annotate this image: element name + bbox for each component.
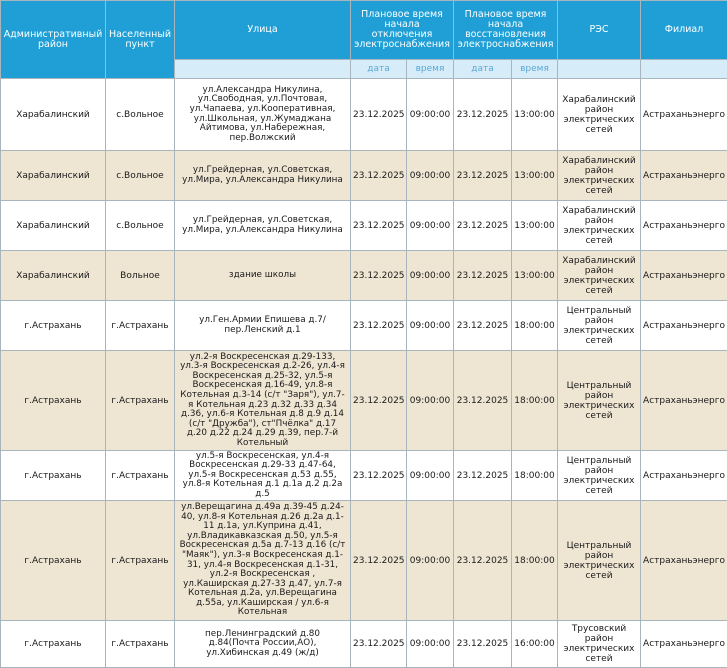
cell-street: здание школы	[175, 251, 351, 301]
cell-branch: Астраханьэнерго	[641, 621, 727, 668]
cell-street: ул.Грейдерная, ул.Советская, ул.Мира, ул.Александра Никулина	[175, 151, 351, 201]
cell-res: Центральный район электрических сетей	[558, 351, 641, 451]
cell-district: Харабалинский	[1, 151, 106, 201]
cell-district: г.Астрахань	[1, 351, 106, 451]
cell-district: Харабалинский	[1, 79, 106, 151]
cell-off-time: 09:00:00	[407, 201, 454, 251]
cell-off-time: 09:00:00	[407, 301, 454, 351]
table-row	[1, 251, 727, 301]
table-row	[1, 621, 727, 668]
cell-off-date: 23.12.2025	[351, 621, 407, 668]
cell-off-time: 09:00:00	[407, 251, 454, 301]
cell-off-time: 09:00:00	[407, 501, 454, 621]
cell-off-time: 09:00:00	[407, 351, 454, 451]
header-street: Улица	[175, 1, 351, 60]
cell-off-time: 09:00:00	[407, 621, 454, 668]
cell-locality: г.Астрахань	[106, 351, 175, 451]
cell-on-time: 16:00:00	[512, 621, 558, 668]
cell-branch: Астраханьэнерго	[641, 351, 727, 451]
cell-on-date: 23.12.2025	[454, 201, 512, 251]
cell-off-date: 23.12.2025	[351, 201, 407, 251]
table-row	[1, 301, 727, 351]
cell-street: ул.2-я Воскресенская д.29-133, ул.3-я Воскресенская д.2-26, ул.4-я Воскресенская д.25-32, ул.5-я Воскресенская д.16-49, ул.8-я Котельная д.3-14 (с/т "Заря"), ул.7-я Котельная д.23 д.32 д.33 д.34 д.36, ул.6-я Котельная д.8 д.9 д.14 (с/т "Дружба"), ст"Пчёлка" д.17 д.20 д.22 д.24 д.29 д.39, пер.7-й Котельный	[175, 351, 351, 451]
cell-branch: Астраханьэнерго	[641, 79, 727, 151]
cell-on-date: 23.12.2025	[454, 501, 512, 621]
subheader-on-date: дата	[454, 60, 512, 79]
cell-on-time: 18:00:00	[512, 301, 558, 351]
cell-branch: Астраханьэнерго	[641, 151, 727, 201]
cell-off-date: 23.12.2025	[351, 251, 407, 301]
table-row	[1, 151, 727, 201]
cell-res: Трусовский район электрических сетей	[558, 621, 641, 668]
cell-locality: с.Вольное	[106, 79, 175, 151]
cell-res: Центральный район электрических сетей	[558, 301, 641, 351]
header-res: РЭС	[558, 1, 641, 60]
cell-district: Харабалинский	[1, 201, 106, 251]
cell-locality: с.Вольное	[106, 151, 175, 201]
cell-on-date: 23.12.2025	[454, 79, 512, 151]
cell-district: Харабалинский	[1, 251, 106, 301]
subheader-off-time: время	[407, 60, 454, 79]
cell-locality: г.Астрахань	[106, 451, 175, 501]
cell-off-date: 23.12.2025	[351, 79, 407, 151]
cell-on-date: 23.12.2025	[454, 351, 512, 451]
subheader-branch-blank	[641, 60, 727, 79]
cell-locality: с.Вольное	[106, 201, 175, 251]
cell-locality: г.Астрахань	[106, 301, 175, 351]
cell-on-date: 23.12.2025	[454, 251, 512, 301]
header-off-time: Плановое время начала отключения электроснабжения	[351, 1, 454, 60]
cell-on-time: 13:00:00	[512, 79, 558, 151]
cell-on-time: 13:00:00	[512, 251, 558, 301]
cell-res: Харабалинский район электрических сетей	[558, 251, 641, 301]
cell-branch: Астраханьэнерго	[641, 301, 727, 351]
cell-res: Центральный район электрических сетей	[558, 451, 641, 501]
cell-res: Харабалинский район электрических сетей	[558, 201, 641, 251]
cell-on-time: 13:00:00	[512, 201, 558, 251]
cell-off-date: 23.12.2025	[351, 501, 407, 621]
cell-off-date: 23.12.2025	[351, 151, 407, 201]
cell-on-time: 13:00:00	[512, 151, 558, 201]
cell-street: ул.Верещагина д.49а д.39-45 д.24-40, ул.8-я Котельная д.26 д.2а д.1-11 д.1а, ул.Куприна д.41, ул.Владикавказская д.50, ул.5-я Воскресенская д.5а д.7-13 д.16 (с/т "Маяк"), ул.3-я Воскресенская д.1-31, ул.4-я Воскресенская д.1-31, ул.2-я Воскресенская , ул.Каширская д.27-33 д.47, ул.7-я Котельная д.2а, ул.Верещагина д.55а, ул.Каширская / ул.6-я Котельная	[175, 501, 351, 621]
cell-res: Центральный район электрических сетей	[558, 501, 641, 621]
table-row	[1, 201, 727, 251]
cell-branch: Астраханьэнерго	[641, 501, 727, 621]
cell-off-date: 23.12.2025	[351, 351, 407, 451]
cell-res: Харабалинский район электрических сетей	[558, 151, 641, 201]
cell-district: г.Астрахань	[1, 501, 106, 621]
cell-street: пер.Ленинградский д.80 д.84(Почта России,АО), ул.Хибинская д.49 (ж/д)	[175, 621, 351, 668]
cell-locality: Вольное	[106, 251, 175, 301]
cell-on-date: 23.12.2025	[454, 301, 512, 351]
subheader-on-time: время	[512, 60, 558, 79]
subheader-street-blank	[175, 60, 351, 79]
header-row	[1, 1, 727, 60]
cell-branch: Астраханьэнерго	[641, 451, 727, 501]
header-on-time: Плановое время начала восстановления электроснабжения	[454, 1, 558, 60]
subheader-off-date: дата	[351, 60, 407, 79]
cell-res: Харабалинский район электрических сетей	[558, 79, 641, 151]
cell-on-time: 18:00:00	[512, 451, 558, 501]
cell-off-date: 23.12.2025	[351, 451, 407, 501]
table-row	[1, 451, 727, 501]
cell-on-time: 18:00:00	[512, 351, 558, 451]
header-district: Административный район	[1, 1, 106, 79]
cell-street: ул.5-я Воскресенская, ул.4-я Воскресенская д.29-33 д.47-64, ул.5-я Воскресенская д.53 д.55, ул.8-я Котельная д.1 д.1а д.2 д.2а д.5	[175, 451, 351, 501]
cell-street: ул.Александра Никулина, ул.Свободная, ул.Почтовая, ул.Чапаева, ул.Кооперативная, ул.Школьная, ул.Жумаджана Айтимова, ул.Набережная, пер.Волжский	[175, 79, 351, 151]
cell-locality: г.Астрахань	[106, 621, 175, 668]
cell-on-date: 23.12.2025	[454, 451, 512, 501]
header-locality: Населенный пункт	[106, 1, 175, 79]
cell-on-date: 23.12.2025	[454, 621, 512, 668]
cell-street: ул.Грейдерная, ул.Советская, ул.Мира, ул.Александра Никулина	[175, 201, 351, 251]
table-row	[1, 351, 727, 451]
table-row	[1, 501, 727, 621]
cell-street: ул.Ген.Армии Епишева д.7/ пер.Ленский д.1	[175, 301, 351, 351]
cell-district: г.Астрахань	[1, 301, 106, 351]
cell-district: г.Астрахань	[1, 621, 106, 668]
cell-on-time: 18:00:00	[512, 501, 558, 621]
cell-off-time: 09:00:00	[407, 79, 454, 151]
cell-branch: Астраханьэнерго	[641, 251, 727, 301]
header-branch: Филиал	[641, 1, 727, 60]
table-row	[1, 79, 727, 151]
cell-locality: г.Астрахань	[106, 501, 175, 621]
cell-on-date: 23.12.2025	[454, 151, 512, 201]
subheader-res-blank	[558, 60, 641, 79]
cell-branch: Астраханьэнерго	[641, 201, 727, 251]
cell-off-time: 09:00:00	[407, 451, 454, 501]
cell-district: г.Астрахань	[1, 451, 106, 501]
cell-off-time: 09:00:00	[407, 151, 454, 201]
cell-off-date: 23.12.2025	[351, 301, 407, 351]
